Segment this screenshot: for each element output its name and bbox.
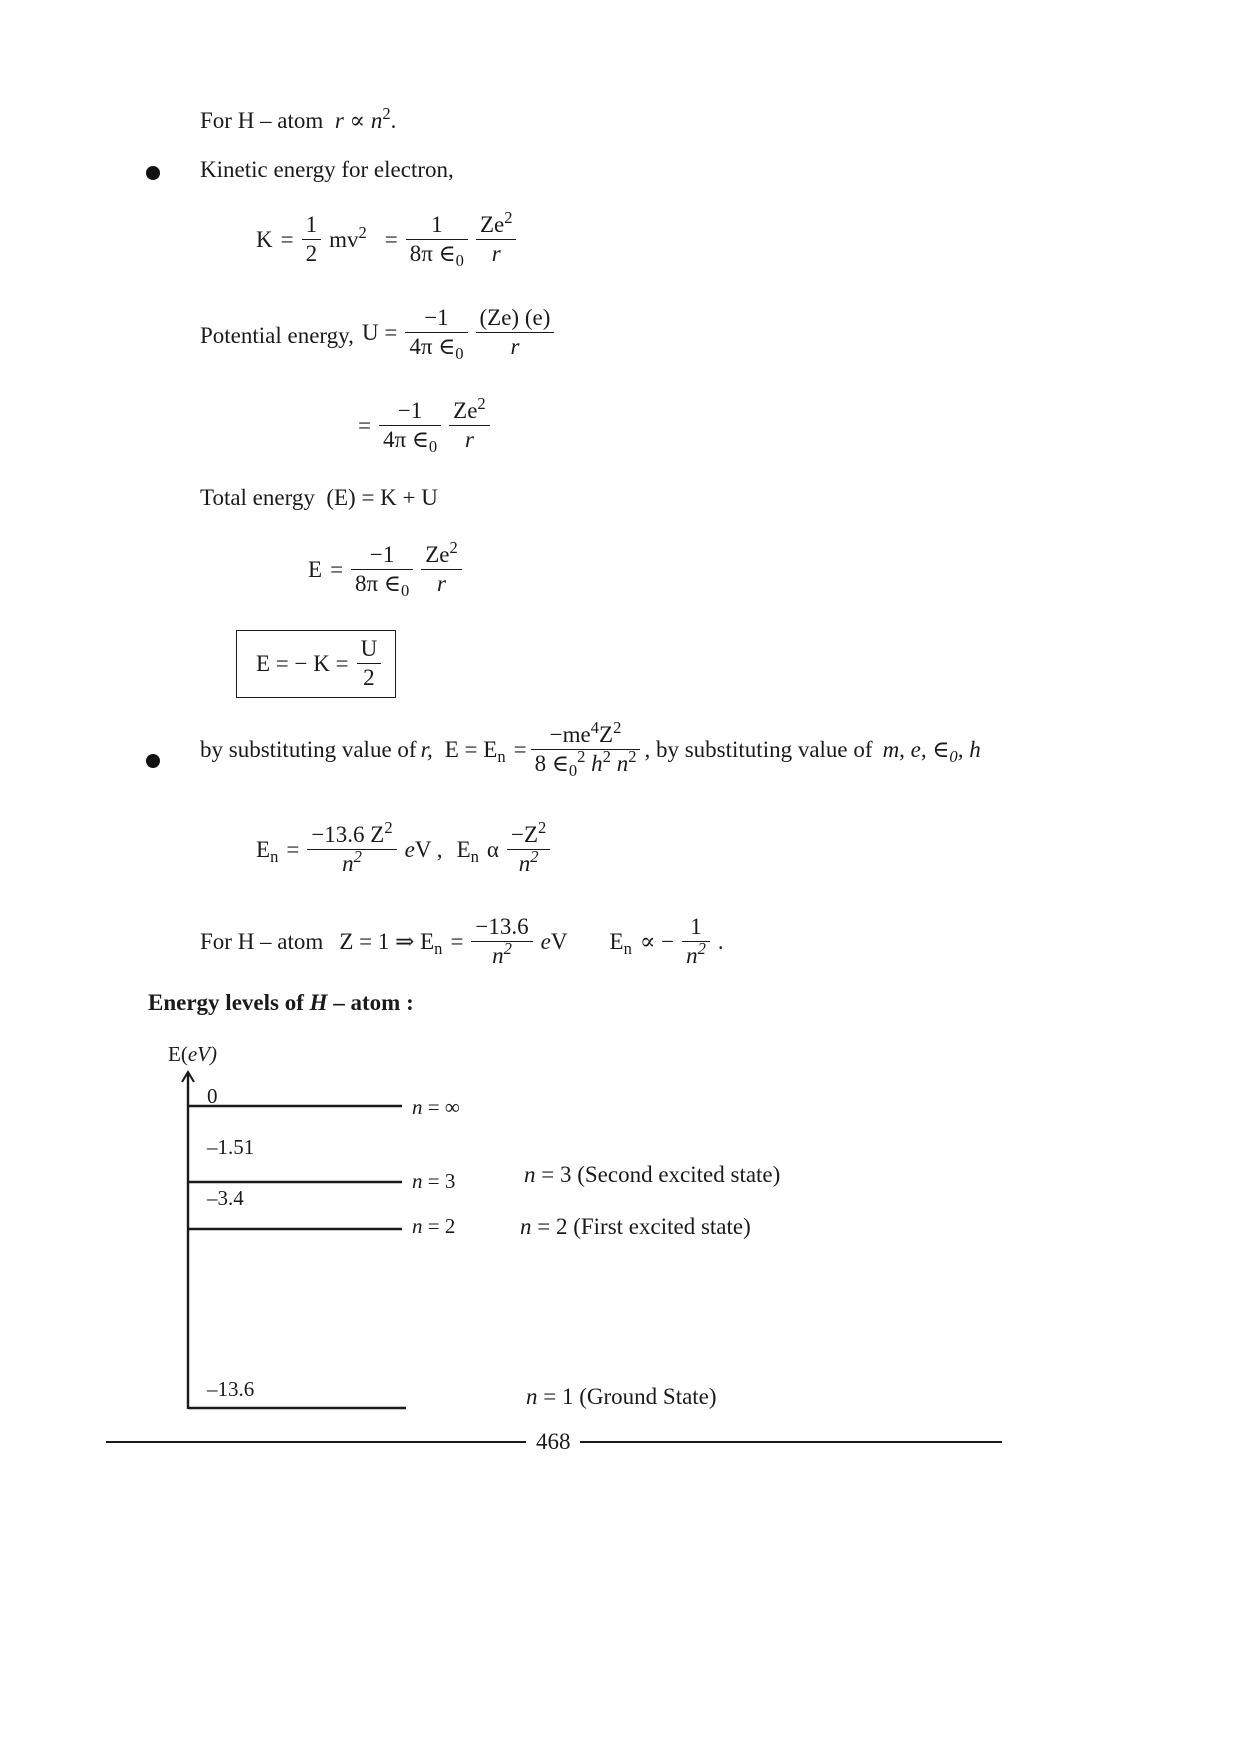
period: . [390,108,397,133]
level-value: –13.6 [207,1377,255,1401]
coefficient-fraction: $\frac{1}{8\pi \in_0}$ [406,212,468,268]
equals: = [280,226,294,252]
substituted-vars: m, e, $\in_0$, h [882,736,981,766]
total-energy-line: Total energy (E) = K + U [200,485,438,510]
one-over-n2-fraction: $\frac{1}{n^2}$ [682,914,710,970]
potential-energy-label: Potential energy, [200,323,354,348]
exponent: 2 [382,103,391,123]
level-description: n = 2 (First excited state) [520,1214,751,1239]
level-value: –3.4 [207,1186,244,1210]
text-label: For H – atom [200,108,324,133]
hydrogen-energy-formula: For H – atom Z = 1 ⇒ $E_n$ = $\frac{-13.6}{n^2}$ eV $E_n$ ∝ − $\frac{1}{n^2}$ . [200,914,724,969]
z-condition: Z = 1 ⇒ $E_n$ [339,928,443,958]
level-n-label: n = ∞ [412,1095,460,1119]
mv-squared: $mv^2$ [329,222,367,252]
page-number: 468 [536,1429,571,1454]
equals: = [330,556,344,582]
proportional-symbol: ∝ [349,108,366,133]
boxed-energy-equation: E = − K = $\frac{U}{2}$ [256,636,381,692]
var-r: r [334,108,344,133]
substitution-line: by substituting value of r, $E = E_n$ = $\frac{-me^4Z^2}{8 \in_0^2 h^2 n^2}$ , by substituting value of m, e, $\in_0$, h [200,717,981,781]
level-n-label: n = 3 [412,1169,456,1193]
ze2-over-r-fraction: $\frac{Ze^2}{r}$ [476,212,517,268]
z2-over-n2-fraction: $\frac{-Z^2}{n^2}$ [507,822,550,878]
level-value: 0 [207,1084,218,1108]
level-description: n = 1 (Ground State) [526,1384,717,1409]
axis-label: E(eV) [168,1042,217,1066]
unit-ev: eV [540,928,568,954]
energy-expr: $E = E_n$ [444,736,506,766]
level-n-label: n = 2 [412,1214,456,1238]
u-over-2-fraction: $\frac{U}{2}$ [357,636,382,692]
eq-lhs: K [256,226,273,252]
charge-product-fraction: $\frac{(Ze) (e)}{r}$ [476,305,555,361]
level-description: n = 3 (Second excited state) [524,1162,781,1187]
footer-rule-right [580,1441,1002,1443]
half-fraction: $\frac{1}{2}$ [302,212,322,268]
var-n: n [370,108,383,133]
coefficient-fraction: $\frac{-1}{8\pi \in_0}$ [351,542,413,598]
en-fraction: $\frac{-13.6 Z^2}{n^2}$ [307,822,396,878]
ze2-over-r-fraction: $\frac{Ze^2}{r}$ [421,542,462,598]
en-lhs: $E_n$ [256,836,279,866]
ze2-over-r-fraction: $\frac{Ze^2}{r}$ [449,398,490,454]
en-fraction: $\frac{-13.6}{n^2}$ [471,914,532,970]
unit-ev: eV , [404,836,443,862]
energy-levels-heading: Energy levels of H – atom : [148,990,414,1015]
eq-lhs: U = [362,319,398,345]
en-relation: $E_n$ [456,836,479,866]
kinetic-energy-heading: Kinetic energy for electron, [200,157,454,182]
footer-rule-left [106,1441,526,1443]
eq-lhs: E [308,556,323,582]
equals: = [358,412,371,438]
level-value: –1.51 [207,1135,255,1159]
coefficient-fraction: $\frac{-1}{4\pi \in_0}$ [379,398,441,454]
en-relation: $E_n$ [609,928,632,958]
equals: = [384,226,398,252]
energy-level-formula: $E_n$ = $\frac{-13.6 Z^2}{n^2}$ eV , $E_n$ α $\frac{-Z^2}{n^2}$ [256,822,550,878]
energy-fraction: $\frac{-me^4Z^2}{8 \in_0^2 h^2 n^2}$ [531,722,641,778]
coefficient-fraction: $\frac{-1}{4\pi \in_0}$ [405,305,467,361]
